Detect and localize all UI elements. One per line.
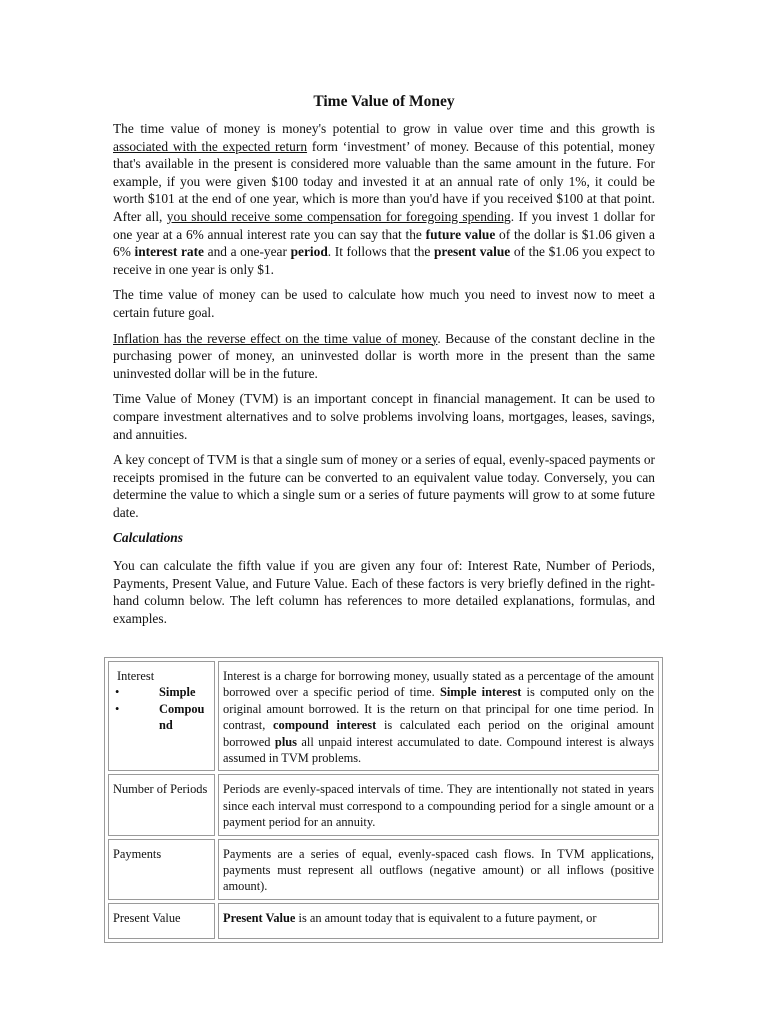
table-row <box>108 774 659 835</box>
bold-term: Simple interest <box>439 685 522 700</box>
text-run: Interest is a charge for borrowing money, usually stated as a percentage of the amount borrowed over a specific period of time. <box>223 669 654 700</box>
text-run: of the dollar is $1.06 given a 6% <box>113 226 656 260</box>
table-row <box>108 839 659 900</box>
list-item <box>113 684 210 700</box>
table-cell-definition <box>218 661 659 771</box>
paragraph-future-goal: The time value of money can be used to calculate how much you need to invest now to meet a certain future goal. <box>113 287 655 320</box>
table-row <box>108 903 659 939</box>
tvm-table <box>104 657 663 943</box>
list-item-label: Compound <box>159 701 205 733</box>
bold-term: plus <box>274 734 297 749</box>
text-run: is computed only on the original amount borrowed. It is the return on that principal for one time period. In contrast, <box>223 685 654 733</box>
paragraph-intro <box>113 120 655 278</box>
document-page <box>113 92 655 635</box>
paragraph-tvm-concept: Time Value of Money (TVM) is an important concept in financial management. It can be used to compare investment alternatives and to solve problems involving loans, mortgages, leases, savings, and annuities. <box>113 391 655 442</box>
table-cell-label: Present Value <box>108 903 215 939</box>
text-run: The time value of money is money's potential to grow in value over time and this growth is <box>113 121 655 136</box>
text-run: and a one-year <box>204 244 291 260</box>
text-run: . Because of the constant decline in the purchasing power of money, an uninvested dollar is worth more in the present than the same uninvested dollar will be in the future. <box>113 330 656 381</box>
table-cell-definition: Payments are a series of equal, evenly-spaced cash flows. In TVM applications, payments must represent all outflows (negative amount) or all inflows (positive amount). <box>218 839 659 900</box>
page-title: Time Value of Money <box>313 93 455 110</box>
table-cell-label: Payments <box>108 839 215 900</box>
text-run: form ‘investment’ of money. Because of this potential, money that's available in the present is considered more valuable than the same amount in the future. For example, if you were given $100 today and invested it at an annual rate of only 1%, it could be worth $101 at the end of one year, which is more than you'd have if you received $100 at that point. After all, <box>113 138 655 224</box>
text-run: is an amount today that is equivalent to a future payment, or <box>295 910 597 925</box>
bold-term: interest rate <box>134 244 205 260</box>
text-run: of the $1.06 you expect to receive in one year is only $1. <box>113 244 655 277</box>
bullet-icon: • <box>115 685 120 700</box>
text-run: is calculated each period on the original amount borrowed <box>223 718 655 749</box>
bold-term: Present Value <box>223 910 296 925</box>
table-cell-definition: Periods are evenly-spaced intervals of time. They are intentionally not stated in years since each interval must correspond to a compounding period for a single amount or a payment period for an annuity. <box>218 774 659 835</box>
text-run: all unpaid interest accumulated to date. Compound interest is always assumed in TVM problems. <box>223 734 654 766</box>
text-run: . If you invest 1 dollar for one year at a 6% annual interest rate you can say that the <box>113 208 656 242</box>
text-run: . It follows that the <box>327 244 434 260</box>
bullet-list <box>113 684 210 733</box>
section-heading-calculations: Calculations <box>113 530 183 546</box>
bold-term: future value <box>425 226 496 242</box>
underlined-text: you should receive some compensation for foregoing spending <box>166 208 511 224</box>
truncated-text <box>223 910 654 934</box>
paragraph-key-concept: A key concept of TVM is that a single sum of money or a series of equal, evenly-spaced payments or receipts promised in the future can be converted to an equivalent value today. Conversely, you can determine the value to which a single sum or a series of future payments will grow to at some future date. <box>113 452 655 520</box>
table-row <box>108 661 659 771</box>
list-item <box>113 701 210 734</box>
table-cell-definition <box>218 903 659 939</box>
row-label: Interest <box>117 669 155 683</box>
list-item-label: Simple <box>159 685 196 700</box>
bold-term: compound interest <box>273 718 377 733</box>
paragraph-inflation <box>113 330 655 383</box>
bullet-icon: • <box>115 701 120 716</box>
bold-term: present value <box>433 244 511 260</box>
paragraph-calculations: You can calculate the fifth value if you are given any four of: Interest Rate, Number of Periods, Payments, Present Value, and Future Value. Each of these factors is very briefly defined in the right-hand column below. The left column has references to more detailed explanations, formulas, and examples. <box>113 558 655 626</box>
bold-term: period <box>290 244 328 260</box>
underlined-text: associated with the expected return <box>113 138 308 154</box>
underlined-text: Inflation has the reverse effect on the time value of money <box>113 330 438 346</box>
table-cell-label: Number of Periods <box>108 774 215 835</box>
table-cell-label <box>108 661 215 771</box>
